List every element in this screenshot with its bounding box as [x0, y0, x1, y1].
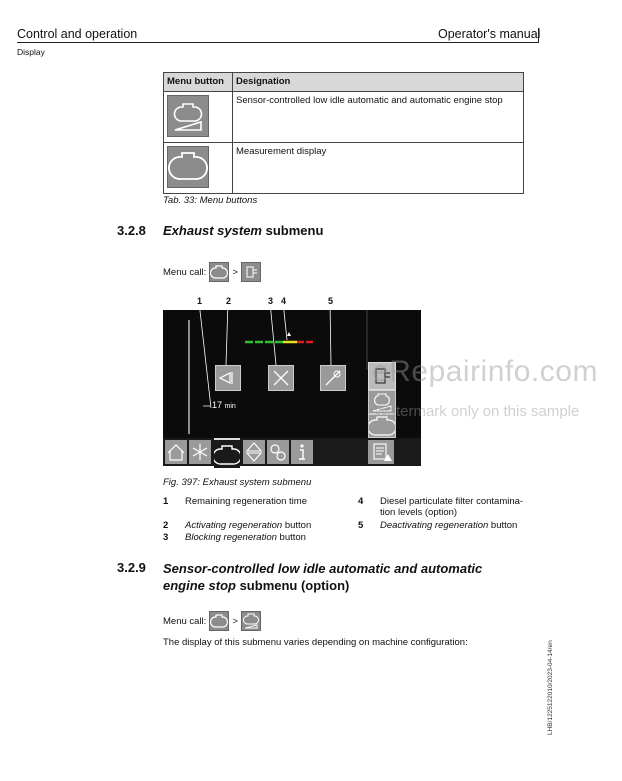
activate-regeneration-button[interactable] [215, 365, 241, 391]
legend-italic: Activating regeneration [185, 520, 283, 531]
legend-item-2 [163, 520, 353, 531]
table-row [164, 92, 524, 143]
exhaust-filter-icon [241, 262, 261, 282]
menu-call-arrow: > [232, 615, 238, 627]
table-header-row [164, 73, 524, 92]
menu-call-line [163, 611, 261, 631]
callout-5: 5 [328, 296, 334, 306]
engine-low-idle-icon [167, 95, 209, 137]
header-manual-title: Operator's manual [438, 27, 541, 41]
legend-text: button [284, 520, 312, 531]
timer-value: 17 [212, 400, 223, 410]
legend-number: 3 [163, 532, 169, 543]
menu-call-label: Menu call: [163, 266, 207, 278]
submenu-description: The display of this submenu varies depending on machine configuration: [163, 637, 468, 648]
table-cell-icon [164, 143, 233, 194]
remaining-regeneration-time [212, 400, 236, 410]
document-code [543, 640, 555, 735]
callout-3: 3 [268, 296, 274, 306]
legend-number: 4 [358, 496, 364, 507]
gears-icon[interactable] [267, 440, 289, 464]
watermark-subtitle: Watermark only on this sample [374, 403, 580, 420]
menu-call-line [163, 262, 261, 282]
section-heading-rest: submenu (option) [239, 578, 350, 593]
legend-item-4 [358, 496, 538, 518]
header-subsection: Display [17, 47, 45, 57]
table-header-designation: Designation [233, 73, 524, 92]
section-heading-italic: Exhaust system [163, 223, 262, 238]
section-number: 3.2.9 [117, 560, 146, 575]
table-header-menu-button: Menu button [164, 73, 233, 92]
section-heading-italic: Sensor-controlled low idle automatic and automatic [163, 561, 483, 576]
header-divider [17, 42, 539, 43]
home-icon[interactable] [165, 440, 187, 464]
warning-document-icon[interactable] [368, 440, 394, 464]
legend-number: 1 [163, 496, 169, 507]
engine-icon [209, 262, 229, 282]
engine-icon [167, 146, 209, 188]
callout-1: 1 [197, 296, 203, 306]
header-section-title: Control and operation [17, 27, 138, 41]
table-cell-designation: Sensor-controlled low idle automatic and automatic engine stop [233, 92, 524, 143]
section-number: 3.2.8 [117, 223, 146, 238]
deactivate-regeneration-button[interactable] [320, 365, 346, 391]
table-row [164, 143, 524, 194]
figure-caption: Fig. 397: Exhaust system submenu [163, 477, 312, 488]
table-caption: Tab. 33: Menu buttons [163, 195, 258, 206]
legend-number: 2 [163, 520, 169, 531]
menu-call-arrow: > [232, 266, 238, 278]
legend-item-3 [163, 532, 353, 543]
legend-text: Diesel particulate filter contamina-tion levels (option) [380, 496, 524, 518]
legend-italic: Deactivating regeneration [380, 520, 489, 531]
watermark-title: eRepairinfo.com [372, 355, 598, 388]
engine-tab-icon[interactable] [214, 438, 240, 468]
legend-text: button [279, 532, 306, 543]
document-code-text: LHB/1225122010/2023-04-14/en [547, 640, 554, 735]
section-heading-rest: submenu [265, 223, 324, 238]
menu-buttons-table [163, 72, 524, 194]
legend-text: Remaining regeneration time [185, 496, 307, 507]
callout-4: 4 [281, 296, 287, 306]
info-icon[interactable] [291, 440, 313, 464]
legend-number: 5 [358, 520, 364, 531]
section-heading [163, 223, 323, 238]
section-heading-italic-2: engine stop [163, 578, 236, 593]
engine-low-idle-icon [241, 611, 261, 631]
timer-unit: min [224, 403, 236, 410]
legend-item-5 [358, 520, 538, 531]
section-heading [163, 560, 543, 594]
callout-2: 2 [226, 296, 232, 306]
table-cell-icon [164, 92, 233, 143]
legend-text: button [490, 520, 518, 531]
menu-call-label: Menu call: [163, 615, 207, 627]
legend-italic: Blocking regeneration [185, 532, 277, 543]
legend-item-1 [163, 496, 343, 507]
block-regeneration-button[interactable] [268, 365, 294, 391]
snowflake-icon[interactable] [189, 440, 211, 464]
level-arrows-icon[interactable] [243, 440, 265, 464]
engine-icon [209, 611, 229, 631]
table-cell-designation: Measurement display [233, 143, 524, 194]
header-vertical-divider [538, 28, 539, 42]
